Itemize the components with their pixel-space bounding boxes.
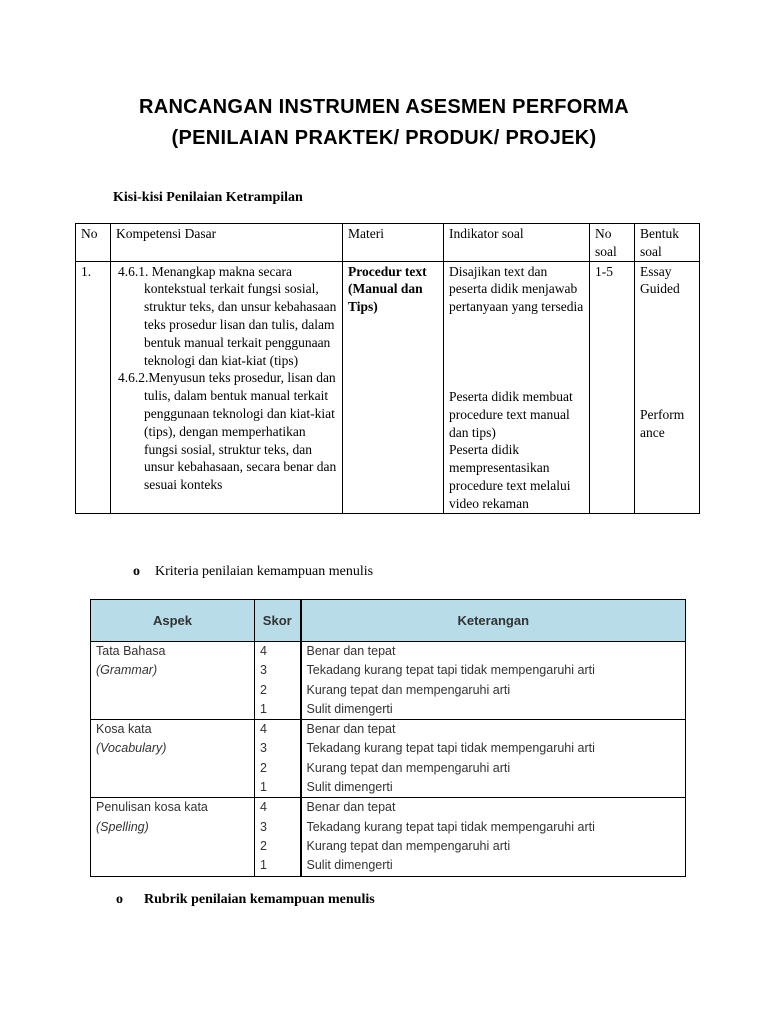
bullet-rubrik-text: Rubrik penilaian kemampuan menulis — [144, 892, 375, 907]
bullet-kriteria-text: Kriteria penilaian kemampuan menulis — [155, 564, 374, 579]
skor-cell — [255, 798, 301, 876]
keterangan-text: Benar dan tepat — [306, 644, 396, 658]
aspek-label: Kosa kata — [96, 722, 152, 737]
keterangan-text: Sulit dimengerti — [306, 780, 393, 795]
skor-value: 3 — [260, 741, 267, 756]
cell-indikator — [444, 261, 590, 513]
keterangan-text: Benar dan tepat — [306, 800, 396, 815]
keterangan-cell — [301, 720, 686, 798]
keterangan-cell — [301, 798, 686, 876]
skor-value: 4 — [260, 644, 267, 658]
skor-value: 1 — [260, 780, 267, 795]
header-kompetensi-dasar: Kompetensi Dasar — [111, 224, 343, 262]
kisi-row-1 — [76, 261, 700, 513]
keterangan-text: Tekadang kurang tepat tapi tidak mempengaruhi arti — [306, 741, 595, 756]
kd-item-462: 4.6.2.Menyusun teks prosedur, lisan dan tulis, dalam bentuk manual terkait penggunaan teknologi dan kiat-kiat (tips), dengan memperhatikan fungsi sosial, struktur teks, dan unsur kebahasaan, secara benar dan sesuai konteks — [118, 370, 337, 493]
header-keterangan: Keterangan — [301, 600, 686, 642]
header-aspek: Aspek — [91, 600, 255, 642]
keterangan-text: Benar dan tepat — [306, 722, 396, 737]
kriteria-row-spelling — [91, 798, 686, 876]
aspek-label-en: (Grammar) — [96, 663, 158, 678]
aspek-label: Penulisan kosa kata — [96, 800, 208, 815]
aspek-label: Tata Bahasa — [96, 644, 166, 658]
header-no: No — [76, 224, 111, 262]
aspek-cell — [91, 720, 255, 798]
keterangan-text: Kurang tepat dan mempengaruhi arti — [306, 838, 511, 853]
skor-value: 4 — [260, 800, 267, 815]
cell-bentuk-soal — [635, 261, 700, 513]
header-no-soal-line1: No — [595, 226, 612, 241]
skor-value: 3 — [260, 663, 267, 678]
kisi-kisi-heading: Kisi-kisi Penilaian Ketrampilan — [113, 190, 303, 205]
cell-kompetensi-dasar — [111, 261, 343, 513]
skor-value: 4 — [260, 722, 267, 737]
keterangan-text: Kurang tepat dan mempengaruhi arti — [306, 682, 511, 697]
skor-value: 1 — [260, 858, 267, 873]
kriteria-table — [90, 599, 686, 877]
keterangan-text: Tekadang kurang tepat tapi tidak mempengaruhi arti — [306, 663, 595, 678]
header-bentuk-soal — [635, 224, 700, 262]
aspek-cell — [91, 798, 255, 876]
bentuk-2: Perform ance — [640, 407, 685, 440]
aspek-label-en: (Vocabulary) — [96, 741, 167, 756]
header-materi: Materi — [343, 224, 444, 262]
header-no-soal-line2: soal — [595, 243, 617, 259]
bullet-mark: o — [133, 564, 140, 579]
keterangan-text: Sulit dimengerti — [306, 858, 393, 873]
keterangan-cell — [301, 642, 686, 720]
bentuk-1: Essay Guided — [640, 263, 680, 297]
keterangan-text: Kurang tepat dan mempengaruhi arti — [306, 760, 511, 775]
skor-value: 2 — [260, 760, 267, 775]
indikator-1: Disajikan text dan peserta didik menjawab pertanyaan yang tersedia — [449, 263, 584, 315]
skor-cell — [255, 642, 301, 720]
document-title-line-1: RANCANGAN INSTRUMEN ASESMEN PERFORMA — [138, 96, 630, 118]
cell-no-soal: 1-5 — [590, 261, 635, 513]
skor-value: 2 — [260, 682, 267, 697]
indikator-2: Peserta didik membuat procedure text manual dan tips) — [449, 388, 573, 440]
header-indikator: Indikator soal — [444, 224, 590, 262]
bullet-mark: o — [116, 892, 123, 907]
keterangan-text: Tekadang kurang tepat tapi tidak mempengaruhi arti — [306, 819, 595, 834]
skor-value: 1 — [260, 701, 267, 716]
keterangan-text: Sulit dimengerti — [306, 701, 393, 716]
kriteria-row-vocabulary — [91, 720, 686, 798]
kd-item-461: 4.6.1. Menangkap makna secara kontekstual terkait fungsi sosial, struktur teks, dan unsur kebahasaan teks prosedur lisan dan tulis, dalam bentuk manual terkait penggunaan teknologi dan kiat-kiat (tips) — [118, 263, 337, 368]
bullet-rubrik — [116, 892, 375, 908]
header-no-soal — [590, 224, 635, 262]
header-skor: Skor — [255, 600, 301, 642]
cell-materi: Procedur text (Manual dan Tips) — [343, 261, 444, 513]
kisi-kisi-table — [75, 223, 700, 514]
cell-no: 1. — [76, 261, 111, 513]
skor-cell — [255, 720, 301, 798]
bullet-kriteria — [133, 564, 373, 580]
kriteria-header-row — [91, 600, 686, 642]
skor-value: 3 — [260, 819, 267, 834]
aspek-cell — [91, 642, 255, 720]
document-title-line-2: (PENILAIAN PRAKTEK/ PRODUK/ PROJEK) — [171, 127, 597, 149]
kriteria-row-grammar — [91, 642, 686, 720]
skor-value: 2 — [260, 838, 267, 853]
header-bentuk-line2: soal — [640, 243, 662, 259]
kisi-header-row — [76, 224, 700, 262]
indikator-3: Peserta didik mempresentasikan procedure text melalui video rekaman — [449, 442, 571, 511]
aspek-label-en: (Spelling) — [96, 819, 149, 834]
header-bentuk-line1: Bentuk — [640, 226, 679, 241]
